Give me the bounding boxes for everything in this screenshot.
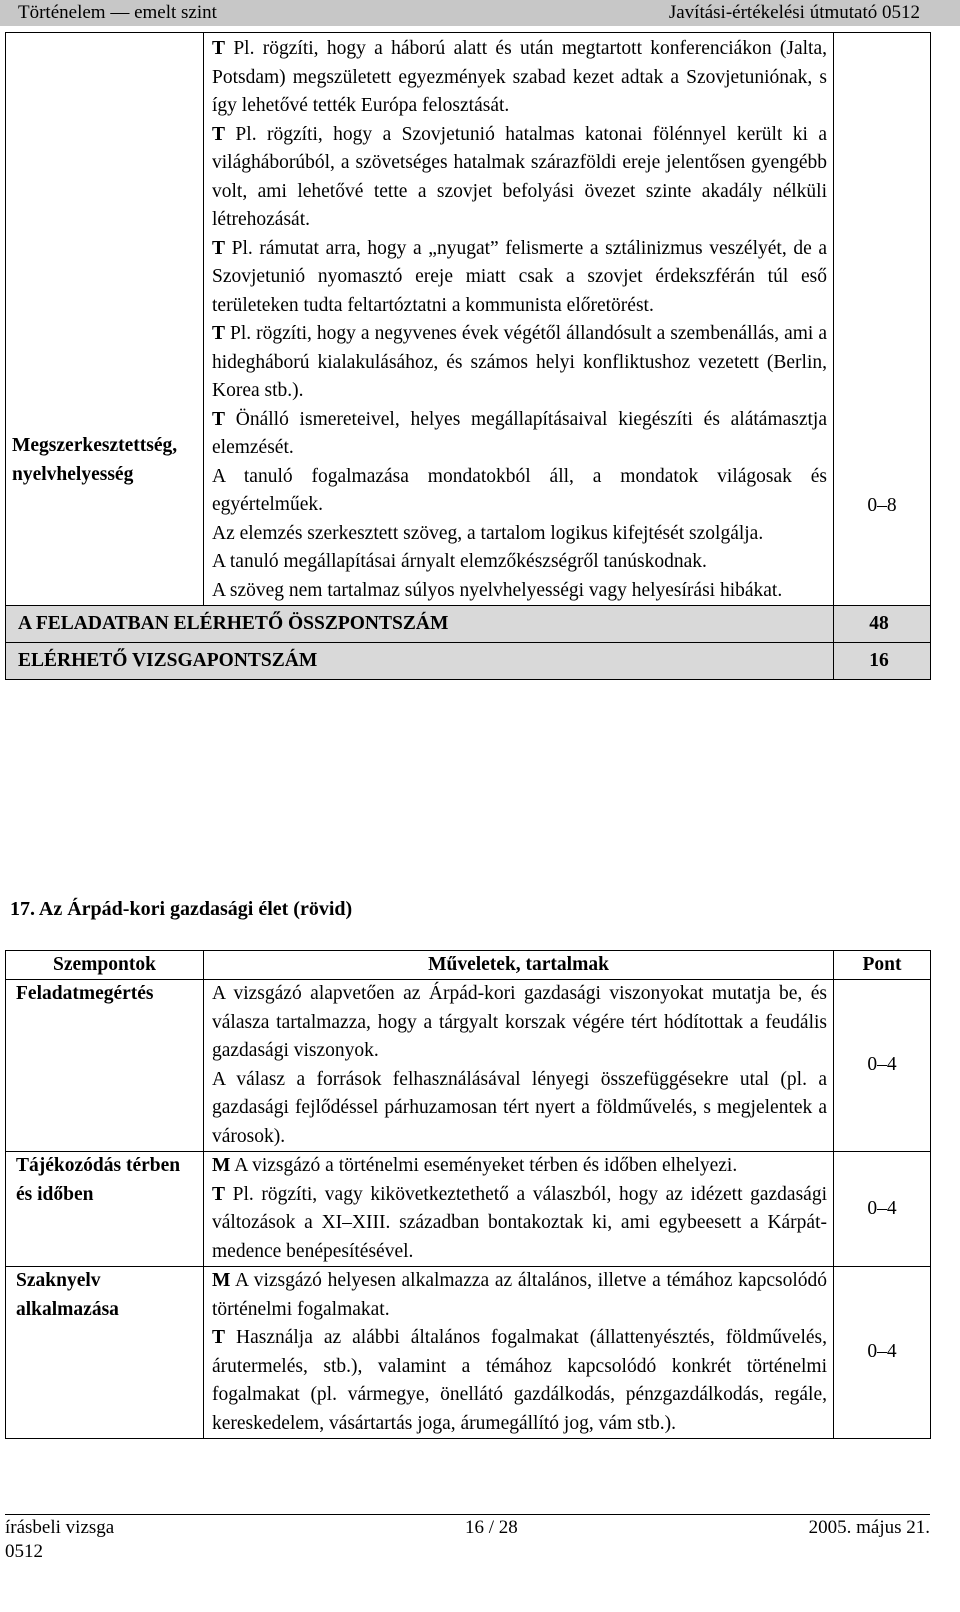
content-paragraph: T Pl. rögzíti, hogy a háború alatt és után megtartott konferenciákon (Jalta, Potsdam) megszületett egyezmények szabad kezet adtak a Szovjetuniónak, s így lehetővé tették Európa felosztását. <box>212 38 827 116</box>
content-paragraph: Az elemzés szerkesztett szöveg, a tartalom logikus kifejtését szolgálja. <box>212 522 764 544</box>
footer-divider <box>5 1514 930 1515</box>
column-header: Pont <box>834 951 931 980</box>
content-cell <box>204 1267 834 1439</box>
header-subject: Történelem — emelt szint <box>18 2 217 23</box>
content-paragraph: A vizsgázó alapvetően az Árpád-kori gazdasági viszonyokat mutatja be, és válasza tartalmazza, hogy a tárgyalt korszak végére tért hódítottak a feudális gazdasági viszonyok. <box>212 983 827 1061</box>
header-guide-title: Javítási-értékelési útmutató 0512 <box>668 2 920 23</box>
total-row <box>6 606 931 643</box>
criterion-cell: Tájékozódás térben és időben <box>6 1152 204 1267</box>
content-cell <box>204 980 834 1152</box>
content-paragraph: T Használja az alábbi általános fogalmakat (állattenyésztés, földművelés, árutermelés, stb.), valamint a témához kapcsolódó konkrét történelmi fogalmakat (pl. vármegye, önellátó gazdálkodás, pénzgazdálkodás, regále, kereskedelem, vásártartás joga, árumegállító jog, vám stb.). <box>212 1327 827 1434</box>
section-title: 17. Az Árpád-kori gazdasági élet (rövid) <box>10 898 353 920</box>
content-paragraph: M A vizsgázó a történelmi eseményeket térben és időben elhelyezi. <box>212 1155 738 1176</box>
criterion-cell: Feladatmegértés <box>6 980 204 1152</box>
table-row <box>6 33 931 606</box>
total-value: 48 <box>834 606 931 643</box>
content-paragraph: T Pl. rögzíti, hogy a negyvenes évek végétől állandósult a szembenállás, ami a hidegháború kialakulásához, és számos helyi konfliktushoz vezetett (Berlin, Korea stb.). <box>212 323 827 401</box>
total-label: A FELADATBAN ELÉRHETŐ ÖSSZPONTSZÁM <box>6 606 834 643</box>
content-paragraph: A szöveg nem tartalmaz súlyos nyelvhelyességi vagy helyesírási hibákat. <box>212 579 783 601</box>
points-cell: 0‒4 <box>834 1267 931 1439</box>
criterion-cell: Megszerkesztettség, nyelvhelyesség <box>6 33 204 606</box>
footer-code: 0512 <box>5 1541 43 1562</box>
exam-points-value: 16 <box>834 643 931 680</box>
column-header: Szempontok <box>6 951 204 980</box>
footer-exam-type: írásbeli vizsga <box>5 1517 115 1538</box>
content-cell <box>204 33 834 606</box>
table-header-row <box>6 951 931 980</box>
content-paragraph: T Önálló ismereteivel, helyes megállapításaival kiegészíti és alátámasztja elemzését. <box>212 408 827 458</box>
footer-date: 2005. május 21. <box>808 1517 930 1538</box>
table-row <box>6 1267 931 1439</box>
content-paragraph: A tanuló fogalmazása mondatokból áll, a mondatok világosak és egyértelműek. <box>212 465 827 515</box>
content-paragraph: T Pl. rögzíti, vagy kikövetkeztethető a válaszból, hogy az idézett gazdasági változások a XI‒XIII. században bontakoztak ki, ami egybeesett a Kárpát-medence benépesítésével. <box>212 1183 827 1262</box>
page-header <box>0 0 960 26</box>
points-cell: 0‒8 <box>834 33 931 606</box>
points-cell: 0‒4 <box>834 980 931 1152</box>
exam-points-row <box>6 643 931 680</box>
scoring-table-17 <box>5 950 931 1439</box>
scoring-table-16-end <box>5 32 931 680</box>
exam-points-label: ELÉRHETŐ VIZSGAPONTSZÁM <box>6 643 834 680</box>
content-paragraph: M A vizsgázó helyesen alkalmazza az általános, illetve a témához kapcsolódó történelmi fogalmakat. <box>212 1270 827 1320</box>
content-paragraph: T Pl. rögzíti, hogy a Szovjetunió hatalmas katonai fölénnyel került ki a világháborúból, a szövetséges hatalmak szárazföldi ereje jelentősen gyengébb volt, ami lehetővé tette a szovjet befolyási övezet szinte akadály nélküli létrehozását. <box>212 123 827 230</box>
criterion-cell: Szaknyelv alkalmazása <box>6 1267 204 1439</box>
points-cell: 0‒4 <box>834 1152 931 1267</box>
footer-left <box>5 1516 114 1564</box>
content-paragraph: A tanuló megállapításai árnyalt elemzőkészségről tanúskodnak. <box>212 551 707 572</box>
column-header: Műveletek, tartalmak <box>204 951 834 980</box>
table-row <box>6 1152 931 1267</box>
table-row <box>6 980 931 1152</box>
footer-page-number: 16 / 28 <box>465 1517 518 1538</box>
content-paragraph: T Pl. rámutat arra, hogy a „nyugat” felismerte a sztálinizmus veszélyét, de a Szovjetunió nyomasztó ereje miatt csak a szovjet érdekszférán túl eső területeken tudta feltartóztatni a kommunista előretörést. <box>212 237 827 316</box>
content-paragraph: A válasz a források felhasználásával lényegi összefüggésekre utal (pl. a gazdasági fejlődéssel párhuzamosan tért nyert a földművelés, s megjelentek a városok). <box>212 1068 827 1147</box>
content-cell <box>204 1152 834 1267</box>
